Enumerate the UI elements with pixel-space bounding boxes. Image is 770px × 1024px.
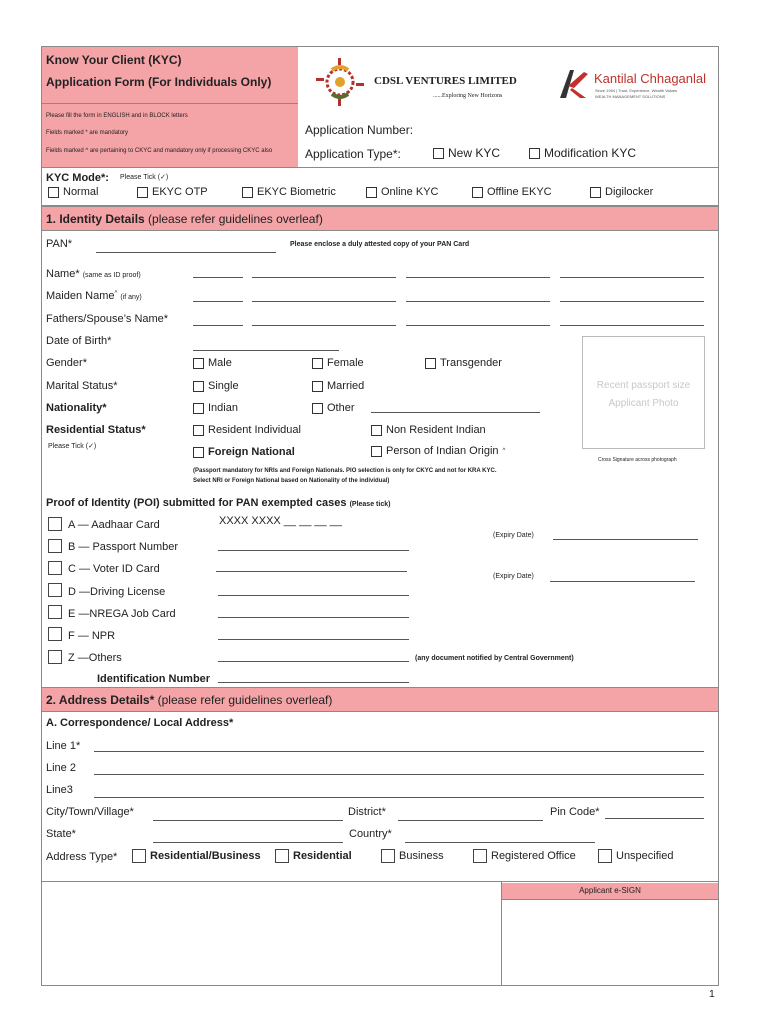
line2-label: Line 2 bbox=[46, 762, 76, 774]
address-section-title: 2. Address Details* bbox=[46, 693, 155, 707]
identity-section-title: 1. Identity Details bbox=[46, 212, 145, 226]
residential-label: Residential Status* bbox=[46, 424, 146, 436]
expiry-label-2: (Expiry Date) bbox=[493, 573, 534, 580]
residential-resident[interactable]: Resident Individual bbox=[193, 424, 301, 436]
name-middle-field[interactable] bbox=[406, 277, 550, 278]
state-label: State* bbox=[46, 828, 76, 840]
residential-pio[interactable]: Person of Indian Origin ^ bbox=[371, 445, 505, 457]
kyc-mode-offline-ekyc-checkbox[interactable] bbox=[472, 187, 483, 198]
residential-foreign-checkbox[interactable] bbox=[193, 447, 204, 458]
kyc-mode-offline-ekyc[interactable]: Offline EKYC bbox=[472, 186, 552, 198]
nationality-other[interactable]: Other bbox=[312, 402, 355, 414]
poi-c-label: C — Voter ID Card bbox=[68, 563, 160, 575]
residential-hint: Please Tick (✓) bbox=[48, 443, 97, 450]
app-type-mod-checkbox[interactable] bbox=[529, 148, 540, 159]
maiden-last-field[interactable] bbox=[560, 301, 704, 302]
aadhaar-mask[interactable]: XXXX XXXX __ __ __ __ bbox=[219, 515, 342, 527]
id-number-field[interactable] bbox=[218, 682, 409, 683]
kyc-mode-ekyc-biometric[interactable]: EKYC Biometric bbox=[242, 186, 336, 198]
gender-female[interactable]: Female bbox=[312, 357, 364, 369]
poi-e-label: E —NREGA Job Card bbox=[68, 608, 176, 620]
photo-text-2: Applicant Photo bbox=[608, 398, 679, 409]
kyc-mode-normal[interactable]: Normal bbox=[48, 186, 98, 198]
residential-nri[interactable]: Non Resident Indian bbox=[371, 424, 486, 436]
note-ckyc: Fields marked ^ are pertaining to CKYC and mandatory only if processing CKYC also bbox=[46, 148, 273, 154]
marital-married[interactable]: Married bbox=[312, 380, 364, 392]
nationality-indian-checkbox[interactable] bbox=[193, 403, 204, 414]
kc-name: Kantilal Chhaganlal bbox=[594, 71, 707, 86]
form-title: Application Form (For Individuals Only) bbox=[46, 75, 272, 89]
kyc-mode-ekyc-otp[interactable]: EKYC OTP bbox=[137, 186, 208, 198]
poi-d-field[interactable] bbox=[218, 595, 409, 596]
address-type-registered-office-checkbox[interactable] bbox=[473, 849, 487, 863]
esign-header bbox=[502, 883, 718, 900]
kyc-mode-hint: Please Tick (✓) bbox=[120, 174, 169, 181]
residential-resident-checkbox[interactable] bbox=[193, 425, 204, 436]
district-field[interactable] bbox=[398, 820, 543, 821]
header-notes-panel bbox=[42, 103, 298, 167]
address-type-unspecified-checkbox[interactable] bbox=[598, 849, 612, 863]
kyc-mode-normal-checkbox[interactable] bbox=[48, 187, 59, 198]
kyc-mode-label: KYC Mode*: bbox=[46, 172, 109, 184]
poi-z-field[interactable] bbox=[218, 661, 409, 662]
kyc-mode-digilocker[interactable]: Digilocker bbox=[590, 186, 653, 198]
marital-married-checkbox[interactable] bbox=[312, 381, 323, 392]
gender-transgender-checkbox[interactable] bbox=[425, 358, 436, 369]
app-type-label: Application Type*: bbox=[305, 147, 401, 161]
country-label: Country* bbox=[349, 828, 392, 840]
address-type-business[interactable]: Business bbox=[381, 849, 444, 863]
kc-sub1: Since 1954 | Trust, Experience, Wealth Values bbox=[595, 88, 678, 93]
photo-caption: Cross Signature across photograph bbox=[598, 457, 677, 463]
address-type-residential-checkbox[interactable] bbox=[275, 849, 289, 863]
father-first-field[interactable] bbox=[252, 325, 396, 326]
poi-a-label: A — Aadhaar Card bbox=[68, 519, 160, 531]
poi-f-label: F — NPR bbox=[68, 630, 116, 642]
poi-c-checkbox[interactable] bbox=[48, 561, 62, 575]
line1-label: Line 1* bbox=[46, 740, 81, 752]
poi-title: Proof of Identity (POI) submitted for PAN exempted cases (Please tick) bbox=[46, 497, 391, 509]
cdsl-name: CDSL VENTURES LIMITED bbox=[374, 75, 517, 87]
passport-note-2: Select NRI or Foreign National based on Nationality of the individual) bbox=[193, 478, 390, 484]
address-type-residential-business-checkbox[interactable] bbox=[132, 849, 146, 863]
residential-pio-checkbox[interactable] bbox=[371, 446, 382, 457]
address-type-unspecified[interactable]: Unspecified bbox=[598, 849, 673, 863]
id-number-label: Identification Number bbox=[97, 673, 211, 685]
expiry-field-2[interactable] bbox=[550, 581, 695, 582]
residential-nri-checkbox[interactable] bbox=[371, 425, 382, 436]
kyc-title: Know Your Client (KYC) bbox=[46, 53, 182, 67]
line3-label: Line3 bbox=[46, 784, 73, 796]
state-field[interactable] bbox=[153, 842, 343, 843]
kyc-mode-digilocker-checkbox[interactable] bbox=[590, 187, 601, 198]
father-label: Fathers/Spouse’s Name* bbox=[46, 313, 169, 325]
line2-field[interactable] bbox=[94, 774, 704, 775]
address-type-residential[interactable]: Residential bbox=[275, 849, 352, 863]
name-label: Name* (same as ID proof) bbox=[46, 268, 141, 280]
maiden-middle-field[interactable] bbox=[406, 301, 550, 302]
poi-d-label: D —Driving License bbox=[68, 586, 166, 598]
poi-z-label: Z —Others bbox=[68, 652, 122, 664]
correspondence-title: A. Correspondence/ Local Address* bbox=[46, 717, 234, 729]
poi-e-field[interactable] bbox=[218, 617, 409, 618]
poi-z-checkbox[interactable] bbox=[48, 650, 62, 664]
father-middle-field[interactable] bbox=[406, 325, 550, 326]
father-title-field[interactable] bbox=[193, 325, 243, 326]
marital-single[interactable]: Single bbox=[193, 380, 239, 392]
esign-area[interactable] bbox=[502, 901, 718, 985]
pin-field[interactable] bbox=[605, 818, 704, 819]
kc-logo-mark-icon bbox=[556, 66, 590, 100]
district-label: District* bbox=[348, 806, 386, 818]
poi-a-checkbox[interactable] bbox=[48, 517, 62, 531]
header-title-panel bbox=[42, 47, 298, 103]
gender-male-checkbox[interactable] bbox=[193, 358, 204, 369]
gender-label: Gender* bbox=[46, 357, 87, 369]
name-last-field[interactable] bbox=[560, 277, 704, 278]
page-number: 1 bbox=[709, 988, 715, 1000]
poi-b-label: B — Passport Number bbox=[68, 541, 179, 553]
gender-female-checkbox[interactable] bbox=[312, 358, 323, 369]
line3-field[interactable] bbox=[94, 797, 704, 798]
nationality-label: Nationality* bbox=[46, 402, 107, 414]
expiry-field-1[interactable] bbox=[553, 539, 698, 540]
address-section-hint: (please refer guidelines overleaf) bbox=[157, 693, 333, 707]
photo-text-1: Recent passport size bbox=[596, 380, 691, 391]
note-mandatory: Fields marked * are mandatory bbox=[46, 130, 129, 136]
note-english: Please fill the form in ENGLISH and in BLOCK letters bbox=[46, 113, 188, 119]
father-last-field[interactable] bbox=[560, 325, 704, 326]
kyc-mode-ekyc-otp-checkbox[interactable] bbox=[137, 187, 148, 198]
app-number-label: Application Number: bbox=[305, 123, 414, 137]
maiden-title-field[interactable] bbox=[193, 301, 243, 302]
address-type-residential-business[interactable]: Residential/Business bbox=[132, 849, 261, 863]
cdsl-tagline: ......Exploring New Horizons bbox=[433, 93, 503, 99]
identity-section-hint: (please refer guidelines overleaf) bbox=[148, 212, 323, 226]
app-type-new-checkbox[interactable] bbox=[433, 148, 444, 159]
dob-label: Date of Birth* bbox=[46, 335, 112, 347]
kc-sub2: WEALTH MANAGEMENT SOLUTIONS bbox=[595, 94, 666, 99]
kyc-mode-ekyc-biometric-checkbox[interactable] bbox=[242, 187, 253, 198]
pan-note: Please enclose a duly attested copy of your PAN Card bbox=[290, 241, 470, 248]
line1-field[interactable] bbox=[94, 751, 704, 752]
nationality-other-checkbox[interactable] bbox=[312, 403, 323, 414]
pan-field[interactable] bbox=[96, 252, 276, 253]
poi-f-checkbox[interactable] bbox=[48, 627, 62, 641]
nationality-indian[interactable]: Indian bbox=[193, 402, 238, 414]
app-type-modification[interactable]: Modification KYC bbox=[529, 146, 636, 160]
kyc-mode-online[interactable]: Online KYC bbox=[366, 186, 438, 198]
poi-c-field[interactable] bbox=[216, 571, 407, 572]
marital-label: Marital Status* bbox=[46, 380, 118, 392]
kyc-mode-online-checkbox[interactable] bbox=[366, 187, 377, 198]
cdsl-logo bbox=[312, 56, 370, 108]
nationality-other-field[interactable] bbox=[371, 412, 540, 413]
address-section-header bbox=[41, 687, 719, 712]
maiden-first-field[interactable] bbox=[252, 301, 396, 302]
maiden-label: Maiden Name^ (if any) bbox=[46, 290, 142, 302]
app-type-new[interactable]: New KYC bbox=[433, 146, 500, 160]
identity-section-header bbox=[41, 206, 719, 231]
address-type-business-checkbox[interactable] bbox=[381, 849, 395, 863]
city-label: City/Town/Village* bbox=[46, 806, 134, 818]
others-note: (any document notified by Central Government) bbox=[415, 655, 574, 662]
country-field[interactable] bbox=[405, 842, 595, 843]
marital-single-checkbox[interactable] bbox=[193, 381, 204, 392]
poi-e-checkbox[interactable] bbox=[48, 605, 62, 619]
poi-d-checkbox[interactable] bbox=[48, 583, 62, 597]
gender-male[interactable]: Male bbox=[193, 357, 232, 369]
gender-transgender[interactable]: Transgender bbox=[425, 357, 502, 369]
poi-f-field[interactable] bbox=[218, 639, 409, 640]
address-type-label: Address Type* bbox=[46, 851, 118, 863]
poi-b-field[interactable] bbox=[218, 550, 409, 551]
pin-label: Pin Code* bbox=[550, 806, 600, 818]
residential-foreign[interactable]: Foreign National bbox=[193, 446, 295, 458]
name-title-field[interactable] bbox=[193, 277, 243, 278]
dob-field[interactable] bbox=[193, 350, 339, 351]
poi-b-checkbox[interactable] bbox=[48, 539, 62, 553]
kc-logo bbox=[556, 66, 590, 100]
expiry-label-1: (Expiry Date) bbox=[493, 532, 534, 539]
pan-label: PAN* bbox=[46, 238, 73, 250]
photo-box[interactable] bbox=[582, 336, 705, 449]
esign-label: Applicant e-SIGN bbox=[579, 886, 641, 895]
cdsl-logo-mark-icon bbox=[312, 56, 370, 108]
name-first-field[interactable] bbox=[252, 277, 396, 278]
address-type-registered-office[interactable]: Registered Office bbox=[473, 849, 576, 863]
passport-note-1: (Passport mandatory for NRIs and Foreign Nationals. PIO selection is only for CKYC and not for KRA KYC. bbox=[193, 468, 497, 474]
city-field[interactable] bbox=[153, 820, 343, 821]
